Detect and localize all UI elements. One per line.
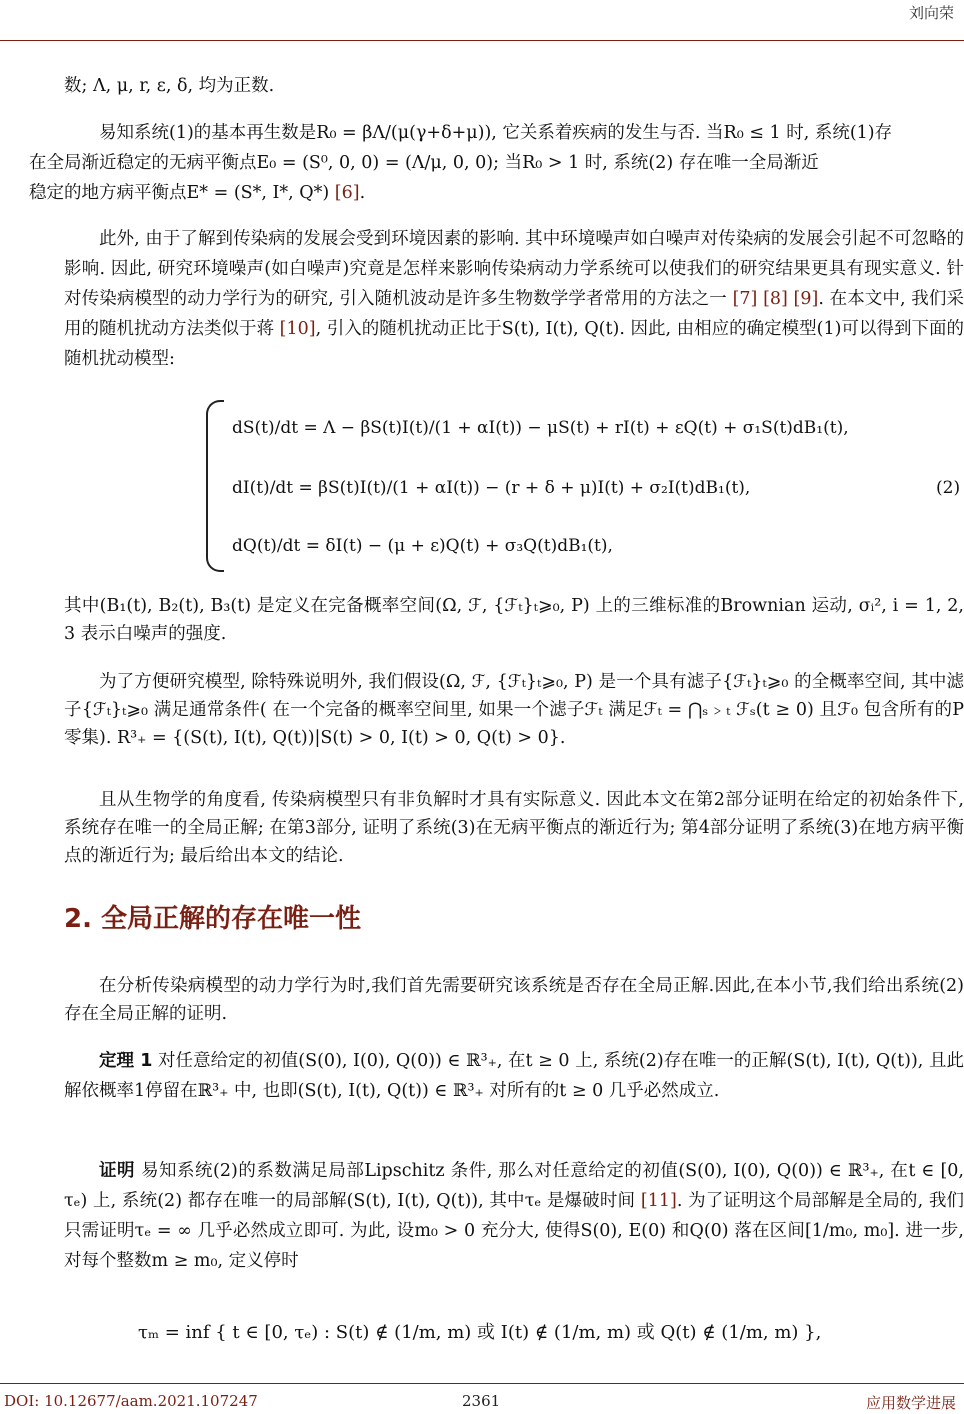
footer-journal[interactable]: 应用数学进展 [865, 1394, 956, 1412]
header-rule [0, 40, 964, 41]
paragraph-3 [64, 224, 964, 374]
paragraph-6: 且从生物学的角度看, 传染病模型只有非负解时才具有实际意义. 因此本文在第2部分证明在给定的初始条件下, 系统存在唯一的全局正解; 在第3部分, 证明了系统(3)在无病平衡点的渐近行为; 第4部分证明了系统(3)在地方病平衡点的渐近行为; 最后给出本文的结论. [64, 790, 964, 866]
theorem-1 [64, 1046, 964, 1106]
paragraph-2-line-1: 易知系统(1)的基本再生数是R₀ = βΛ/(μ(γ+δ+μ)), 它关系着疾病的发生与否. 当R₀ ≤ 1 时, 系统(1)存 [99, 123, 893, 143]
paragraph-2-end: . [359, 183, 366, 203]
section-title: 2. 全局正解的存在唯一性 [64, 904, 362, 934]
citation-link[interactable]: [9] [793, 289, 819, 309]
footer-rule [0, 1383, 964, 1384]
citation-link[interactable]: [6] [334, 183, 360, 203]
theorem-label: 定理 1 [99, 1051, 153, 1071]
equation-brace [206, 400, 224, 572]
paragraph-1: 数; Λ, μ, r, ε, δ, 均为正数. [64, 76, 275, 96]
citation-link[interactable]: [10] [279, 319, 316, 339]
header-author: 刘向荣 [908, 4, 954, 22]
paragraph-3-tail: , 引入的随机扰动正比于S(t), I(t), Q(t). 因此, 由相应的确定模型(1)可以得到下面的随机扰动模型: [64, 319, 964, 369]
paragraph-2 [29, 118, 964, 208]
page-number: 2361 [462, 1392, 501, 1410]
equation-2-line-3: dQ(t)/dt = δI(t) − (μ + ε)Q(t) + σ₃Q(t)dB₁(t), [232, 536, 613, 556]
paragraph-4: 其中(B₁(t), B₂(t), B₃(t) 是定义在完备概率空间(Ω, ℱ, {ℱₜ}ₜ⩾₀, P) 上的三维标准的Brownian 运动, σᵢ², i = 1, 2, 3 表示白噪声的强度. [64, 596, 964, 644]
equation-2-line-2: dI(t)/dt = βS(t)I(t)/(1 + αI(t)) − (r + δ + μ)I(t) + σ₂I(t)dB₁(t), [232, 478, 751, 498]
paragraph-2-line-3: 稳定的地方病平衡点E* = (S*, I*, Q*) [29, 183, 330, 203]
equation-2-line-1: dS(t)/dt = Λ − βS(t)I(t)/(1 + αI(t)) − μS(t) + rI(t) + εQ(t) + σ₁S(t)dB₁(t), [232, 418, 849, 438]
proof [64, 1156, 964, 1276]
theorem-text: 对任意给定的初值(S(0), I(0), Q(0)) ∈ ℝ³₊, 在t ≥ 0 上, 系统(2)存在唯一的正解(S(t), I(t), Q(t)), 且此解依概率1停留在ℝ³₊ 中, 也即(S(t), I(t), Q(t)) ∈ ℝ³₊ 对所有的t ≥ 0 几乎必然成立. [64, 1051, 964, 1101]
proof-tail: . 为了证明这个局部解是全局的, 我们只需证明τₑ = ∞ 几乎必然成立即可. 为此, 设m₀ > 0 充分大, 使得S(0), E(0) 和Q(0) 落在区间[1/m₀, m₀]. 进一步, 对每个整数m ≥ m₀, 定义停时 [64, 1191, 964, 1271]
paragraph-3-mid: . 在本文中, 我们采用的随机扰动方法类似于蒋 [64, 289, 964, 339]
paragraph-3-text: 此外, 由于了解到传染病的发展会受到环境因素的影响. 其中环境噪声如白噪声对传染病的发展会引起不可忽略的影响. 因此, 研究环境噪声(如白噪声)究竟是怎样来影响传染病动力学系统可以使我们的研究结果更具有现实意义. 针对传染病模型的动力学行为的研究, 引入随机波动是许多生物数学学者常用的方法之一 [64, 229, 964, 309]
equation-number: (2) [936, 478, 961, 498]
proof-label: 证明 [99, 1161, 135, 1181]
equation-tau: τₘ = inf { t ∈ [0, τₑ) : S(t) ∉ (1/m, m) 或 I(t) ∉ (1/m, m) 或 Q(t) ∉ (1/m, m) }, [138, 1322, 822, 1343]
footer-doi[interactable]: DOI: 10.12677/aam.2021.107247 [4, 1392, 258, 1410]
paragraph-2-line-2: 在全局渐近稳定的无病平衡点E₀ = (S⁰, 0, 0) = (Λ/μ, 0, 0); 当R₀ > 1 时, 系统(2) 存在唯一全局渐近 [29, 153, 819, 173]
paragraph-5: 为了方便研究模型, 除特殊说明外, 我们假设(Ω, ℱ, {ℱₜ}ₜ⩾₀, P) 是一个具有滤子{ℱₜ}ₜ⩾₀ 的全概率空间, 其中滤子{ℱₜ}ₜ⩾₀ 满足通常条件( 在一个完备的概率空间里, 如果一个滤子ℱₜ 满足ℱₜ = ⋂ₛ﹥ₜ ℱₛ(t ≥ 0) 且ℱ₀ 包含所有的P 零集). R³₊ = {(S(t), I(t), Q(t))|S(t) > 0, I(t) > 0, Q(t) > 0}. [64, 672, 964, 748]
paragraph-7: 在分析传染病模型的动力学行为时,我们首先需要研究该系统是否存在全局正解.因此,在本小节,我们给出系统(2)存在全局正解的证明. [64, 976, 964, 1024]
citation-link[interactable]: [11] [640, 1191, 677, 1211]
citation-link[interactable]: [8] [763, 289, 788, 309]
proof-text: 易知系统(2)的系数满足局部Lipschitz 条件, 那么对任意给定的初值(S(0), I(0), Q(0)) ∈ ℝ³₊, 在t ∈ [0, τₑ) 上, 系统(2) 都存在唯一的局部解(S(t), I(t), Q(t)), 其中τₑ 是爆破时间 [64, 1161, 964, 1211]
citation-link[interactable]: [7] [732, 289, 758, 309]
